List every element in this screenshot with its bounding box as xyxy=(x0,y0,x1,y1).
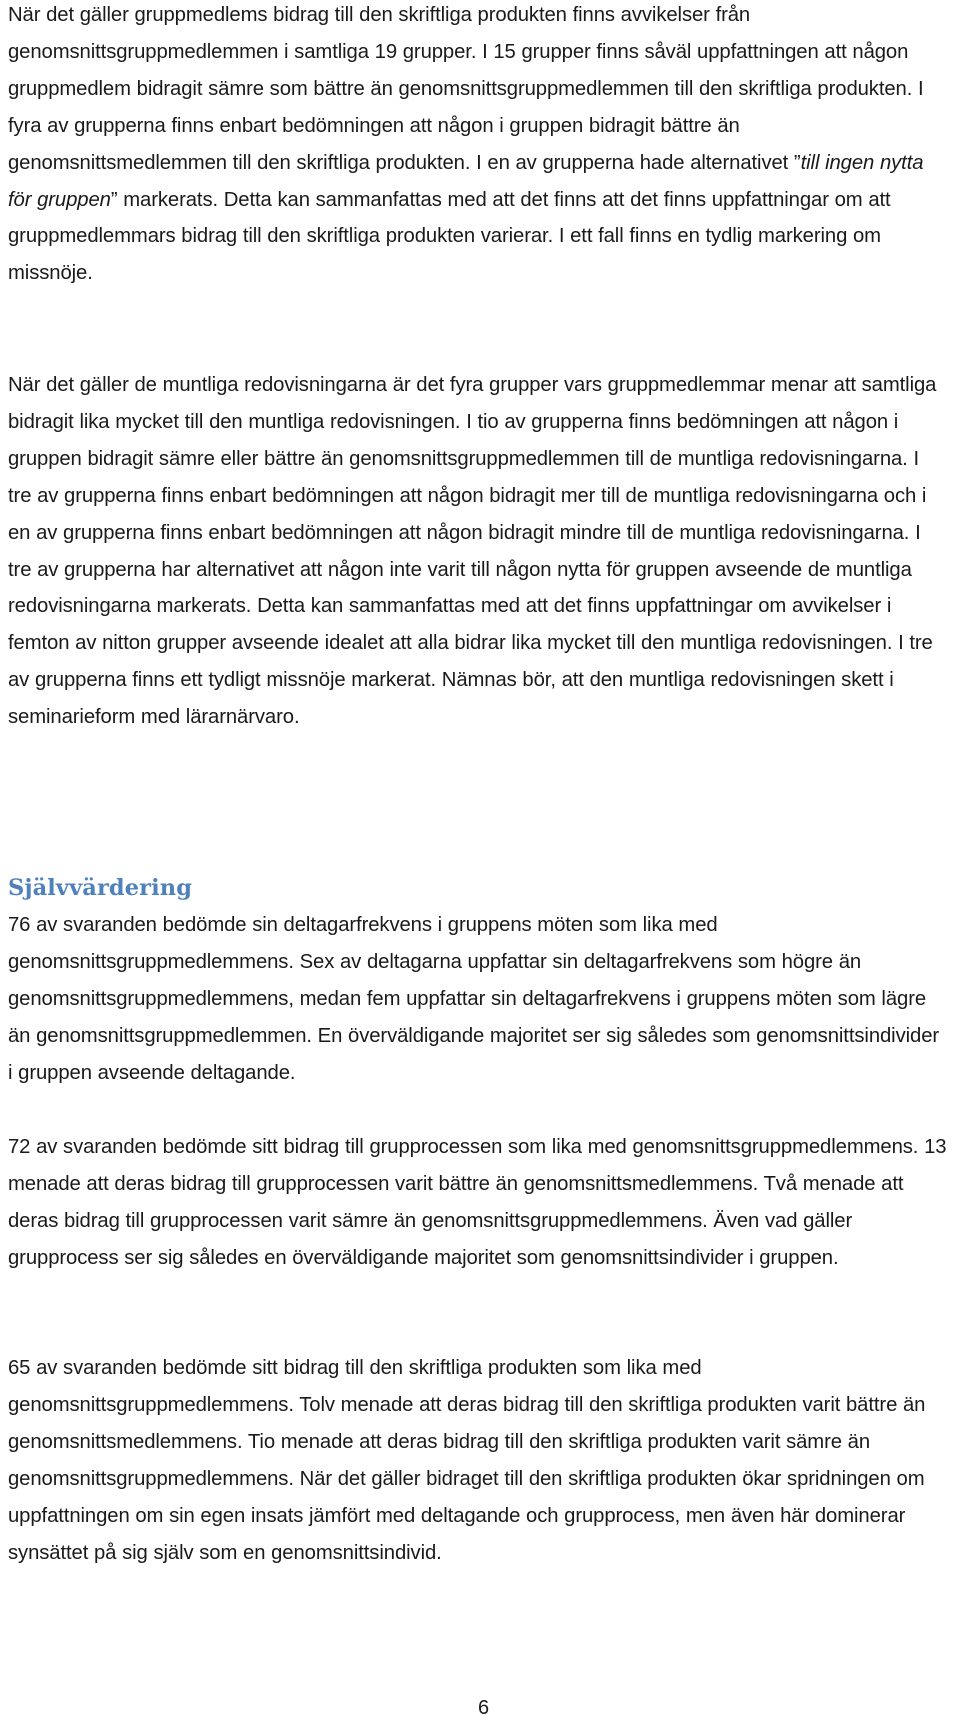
paragraph-oral-presentations: När det gäller de muntliga redovisningarna är det fyra grupper vars gruppmedlemmar menar att samtliga bidragit lika mycket till den muntliga redovisningen. I tio av grupperna finns bedömningen att någon i gruppen bidragit sämre eller bättre än genomsnittsgruppmedlemmen till de muntliga redovisningarna. I tre av grupperna finns enbart bedömningen att någon bidragit mer till de muntliga redovisningarna och i en av grupperna finns enbart bedömningen att någon bidragit mindre till de muntliga redovisningarna. I tre av grupperna har alternativet att någon inte varit till någon nytta för gruppen avseende de muntliga redovisningarna markerats. Detta kan sammanfattas med att det finns uppfattningar om avvikelser i femton av nitton grupper avseende idealet att alla bidrar lika mycket till den muntliga redovisningen. I tre av grupperna finns ett tydligt missnöje markerat. Nämnas bör, att den muntliga redovisningen skett i seminarieform med lärarnärvaro. xyxy=(8,374,937,729)
paragraph-1-text-start: När det gäller gruppmedlems bidrag till den skriftliga produkten finns avvikelser från genomsnittsgruppmedlemmen i samtliga 19 grupper. I 15 grupper finns såväl uppfattningen att någon gruppmedlem bidragit sämre som bättre än genomsnittsgruppmedlemmen till den skriftliga produkten. I fyra av grupperna finns enbart bedömningen att någon i gruppen bidragit bättre än genomsnittsmedlemmen till den skriftliga produkten. I en av grupperna hade alternativet ” xyxy=(8,4,924,174)
section-heading-sjalvvardering: Självvärdering xyxy=(8,875,193,901)
paragraph-1-text-end: ” markerats. Detta kan sammanfattas med att det finns att det finns uppfattningar om att gruppmedlemmars bidrag till den skriftliga produkten varierar. I ett fall finns en tydlig markering om missnöje. xyxy=(8,188,891,285)
paragraph-written-product xyxy=(8,0,948,292)
paragraph-written-contribution: 65 av svaranden bedömde sitt bidrag till den skriftliga produkten som lika med genomsnittsgruppmedlemmens. Tolv menade att deras bidrag till den skriftliga produkten varit bättre än genomsnittsmedlemmens. Tio menade att deras bidrag till den skriftliga produkten varit sämre än genomsnittsgruppmedlemmens. När det gäller bidraget till den skriftliga produkten ökar spridningen om uppfattningen om sin egen insats jämfört med deltagande och grupprocess, men även här dominerar synsättet på sig själv som en genomsnittsindivid. xyxy=(8,1357,926,1564)
document-page xyxy=(8,0,952,1725)
paragraph-participation: 76 av svaranden bedömde sin deltagarfrekvens i gruppens möten som lika med genomsnittsgruppmedlemmens. Sex av deltagarna uppfattar sin deltagarfrekvens som högre än genomsnittsgruppmedlemmens, medan fem uppfattar sin deltagarfrekvens i gruppens möten som lägre än genomsnittsgruppmedlemmen. En överväldigande majoritet ser sig således som genomsnittsindivider i gruppen avseende deltagande. xyxy=(8,914,940,1084)
page-number: 6 xyxy=(478,1697,490,1719)
paragraph-1-italic-quote: till ingen nytta för gruppen xyxy=(8,151,924,211)
paragraph-group-process: 72 av svaranden bedömde sitt bidrag till grupprocessen som lika med genomsnittsgruppmedlemmens. 13 menade att deras bidrag till grupprocessen varit bättre än genomsnittsmedlemmens. Två menade att deras bidrag till grupprocessen varit sämre än genomsnittsgruppmedlemmens. Även vad gäller grupprocess ser sig således en överväldigande majoritet som genomsnittsindivider i gruppen. xyxy=(8,1136,947,1269)
